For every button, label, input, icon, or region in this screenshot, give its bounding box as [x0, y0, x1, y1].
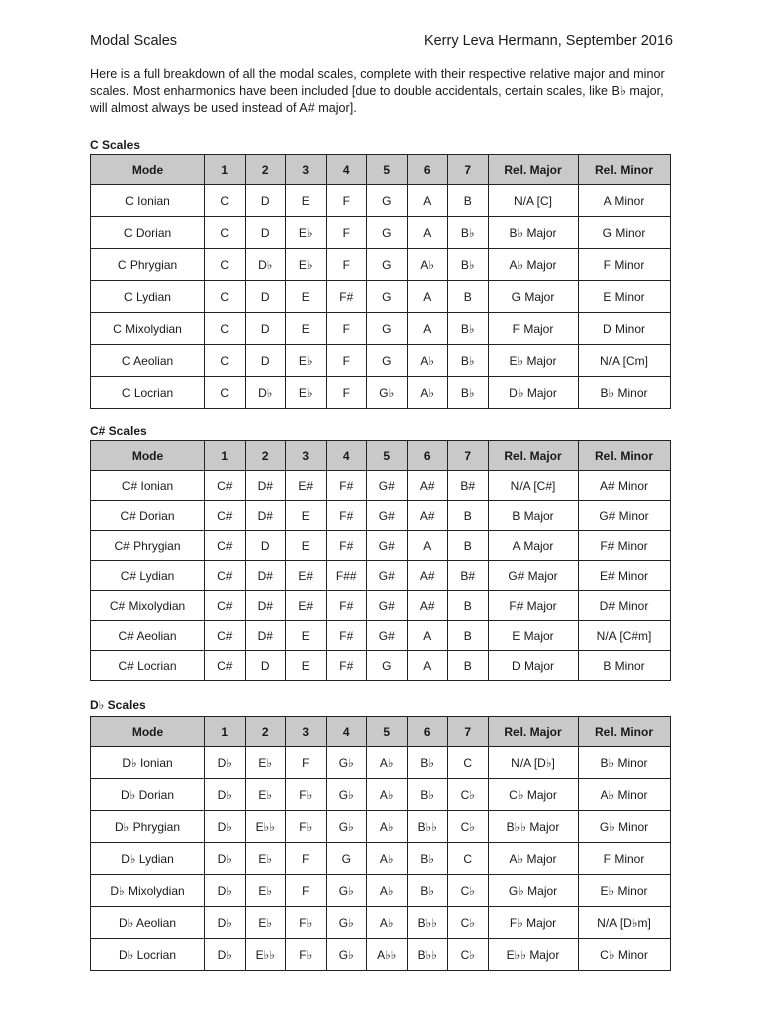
table-cell: C# — [205, 621, 246, 651]
table-cell: N/A [D♭m] — [578, 907, 670, 939]
table-cell: E♭ — [245, 779, 286, 811]
table-cell: D — [245, 185, 286, 217]
mode-name-cell: C Phrygian — [91, 249, 205, 281]
table-cell: E♭ — [286, 377, 327, 409]
table-row — [91, 779, 671, 811]
column-header: Mode — [91, 155, 205, 185]
table-cell: G♭ — [326, 939, 367, 971]
table-cell: G — [367, 345, 408, 377]
table-cell: F# — [326, 531, 367, 561]
c-sharp-scales-table — [90, 440, 671, 681]
table-row — [91, 561, 671, 591]
mode-name-cell: C Dorian — [91, 217, 205, 249]
table-cell: B — [448, 621, 489, 651]
table-cell: C# — [205, 471, 246, 501]
column-header: 5 — [367, 717, 408, 747]
table-cell: F Major — [488, 313, 578, 345]
table-cell: G — [367, 249, 408, 281]
table-cell: E♭♭ — [245, 939, 286, 971]
table-cell: B — [448, 501, 489, 531]
table-cell: G — [367, 185, 408, 217]
table-cell: E# — [286, 561, 327, 591]
table-cell: F — [326, 185, 367, 217]
table-cell: E — [286, 313, 327, 345]
column-header: 3 — [286, 155, 327, 185]
table-cell: B♭ — [448, 345, 489, 377]
table-cell: D# — [245, 591, 286, 621]
table-cell: D# — [245, 501, 286, 531]
table-cell: D Major — [488, 651, 578, 681]
table-cell: D♭ — [245, 249, 286, 281]
table-cell: E♭♭ Major — [488, 939, 578, 971]
table-cell: D♭ — [245, 377, 286, 409]
table-cell: A Minor — [578, 185, 670, 217]
table-cell: D♭ — [205, 779, 246, 811]
table-cell: F# — [326, 621, 367, 651]
table-cell: A# Minor — [578, 471, 670, 501]
mode-name-cell: C# Dorian — [91, 501, 205, 531]
column-header: 1 — [205, 155, 246, 185]
table-cell: F♭ — [286, 811, 327, 843]
table-cell: G# Major — [488, 561, 578, 591]
table-cell: C — [205, 313, 246, 345]
table-cell: A — [407, 185, 448, 217]
table-cell: A♭ — [407, 249, 448, 281]
table-row — [91, 843, 671, 875]
table-cell: A# — [407, 471, 448, 501]
table-cell: G♭ Major — [488, 875, 578, 907]
column-header: 5 — [367, 441, 408, 471]
table-row — [91, 591, 671, 621]
table-cell: C♭ — [448, 939, 489, 971]
table-cell: D — [245, 345, 286, 377]
mode-name-cell: C Mixolydian — [91, 313, 205, 345]
table-row — [91, 875, 671, 907]
table-cell: F# — [326, 471, 367, 501]
table-cell: D — [245, 217, 286, 249]
table-cell: E♭ — [286, 217, 327, 249]
table-cell: F# — [326, 591, 367, 621]
table-cell: E♭ — [245, 907, 286, 939]
table-cell: E♭ — [245, 843, 286, 875]
section-title-c: C Scales — [90, 138, 141, 152]
table-cell: F♭ Major — [488, 907, 578, 939]
column-header: 6 — [407, 441, 448, 471]
d-flat-scales-table — [90, 716, 671, 971]
table-cell: D — [245, 281, 286, 313]
table-cell: G — [367, 217, 408, 249]
table-cell: C — [205, 217, 246, 249]
table-cell: F — [286, 875, 327, 907]
table-cell: A# — [407, 501, 448, 531]
table-cell: E♭ Minor — [578, 875, 670, 907]
table-cell: E♭ — [245, 875, 286, 907]
table-row — [91, 313, 671, 345]
table-cell: C♭ — [448, 779, 489, 811]
table-cell: A♭ — [367, 811, 408, 843]
table-cell: C# — [205, 651, 246, 681]
table-cell: G# — [367, 501, 408, 531]
table-cell: A Major — [488, 531, 578, 561]
table-cell: G♭ — [326, 779, 367, 811]
table-cell: E — [286, 185, 327, 217]
table-cell: A# — [407, 591, 448, 621]
table-cell: A♭ — [367, 907, 408, 939]
table-cell: B♭♭ — [407, 907, 448, 939]
table-cell: C — [448, 747, 489, 779]
table-cell: B — [448, 591, 489, 621]
table-cell: D# — [245, 621, 286, 651]
table-cell: A — [407, 313, 448, 345]
table-cell: G# — [367, 621, 408, 651]
mode-name-cell: C# Lydian — [91, 561, 205, 591]
table-row — [91, 471, 671, 501]
table-cell: B — [448, 185, 489, 217]
table-header-row — [91, 155, 671, 185]
table-cell: D♭ — [205, 939, 246, 971]
table-cell: G♭ — [326, 747, 367, 779]
table-cell: G — [326, 843, 367, 875]
table-row — [91, 907, 671, 939]
table-cell: E Minor — [578, 281, 670, 313]
section-title-c-sharp: C# Scales — [90, 424, 147, 438]
table-cell: F — [326, 313, 367, 345]
table-row — [91, 939, 671, 971]
table-row — [91, 811, 671, 843]
table-header-row — [91, 441, 671, 471]
table-cell: B♭ — [407, 747, 448, 779]
table-cell: C♭ — [448, 875, 489, 907]
table-cell: E — [286, 281, 327, 313]
table-cell: B♭ — [407, 779, 448, 811]
mode-name-cell: C Ionian — [91, 185, 205, 217]
table-cell: B♭♭ — [407, 939, 448, 971]
column-header: 4 — [326, 155, 367, 185]
table-cell: C — [448, 843, 489, 875]
document-title: Modal Scales — [90, 33, 178, 49]
table-cell: G♭ — [367, 377, 408, 409]
column-header: Rel. Major — [488, 155, 578, 185]
table-cell: F♭ — [286, 907, 327, 939]
column-header: 3 — [286, 717, 327, 747]
table-cell: B# — [448, 561, 489, 591]
table-cell: D# — [245, 471, 286, 501]
mode-name-cell: D♭ Locrian — [91, 939, 205, 971]
table-cell: F# — [326, 501, 367, 531]
column-header: Rel. Major — [488, 717, 578, 747]
table-row — [91, 531, 671, 561]
table-cell: B♭ — [407, 843, 448, 875]
table-cell: B Minor — [578, 651, 670, 681]
table-cell: C — [205, 345, 246, 377]
mode-name-cell: C Lydian — [91, 281, 205, 313]
table-cell: B♭ — [448, 377, 489, 409]
table-cell: D♭ — [205, 747, 246, 779]
table-cell: N/A [Cm] — [578, 345, 670, 377]
table-cell: B# — [448, 471, 489, 501]
table-cell: A# — [407, 561, 448, 591]
table-cell: G♭ Minor — [578, 811, 670, 843]
table-row — [91, 377, 671, 409]
column-header: 6 — [407, 717, 448, 747]
table-cell: D — [245, 531, 286, 561]
table-cell: F Minor — [578, 843, 670, 875]
table-row — [91, 651, 671, 681]
table-cell: E♭ — [286, 345, 327, 377]
mode-name-cell: C# Locrian — [91, 651, 205, 681]
table-cell: N/A [C#] — [488, 471, 578, 501]
table-cell: C# — [205, 591, 246, 621]
table-cell: C♭ Major — [488, 779, 578, 811]
table-cell: F# — [326, 281, 367, 313]
table-cell: A — [407, 531, 448, 561]
table-cell: B♭ — [448, 313, 489, 345]
table-row — [91, 747, 671, 779]
table-row — [91, 249, 671, 281]
table-row — [91, 185, 671, 217]
table-row — [91, 217, 671, 249]
table-cell: G# — [367, 591, 408, 621]
table-row — [91, 281, 671, 313]
author-date: Kerry Leva Hermann, September 2016 — [423, 33, 673, 49]
table-cell: G Major — [488, 281, 578, 313]
table-cell: D♭ — [205, 907, 246, 939]
table-cell: G — [367, 281, 408, 313]
mode-name-cell: D♭ Mixolydian — [91, 875, 205, 907]
mode-name-cell: C# Mixolydian — [91, 591, 205, 621]
table-cell: B♭♭ Major — [488, 811, 578, 843]
table-cell: D# Minor — [578, 591, 670, 621]
table-cell: C# — [205, 501, 246, 531]
table-cell: E♭ — [245, 747, 286, 779]
table-cell: B Major — [488, 501, 578, 531]
table-cell: G♭ — [326, 907, 367, 939]
table-cell: E# — [286, 471, 327, 501]
table-cell: D♭ — [205, 875, 246, 907]
table-cell: C# — [205, 561, 246, 591]
column-header: 3 — [286, 441, 327, 471]
column-header: Mode — [91, 717, 205, 747]
table-cell: D♭ — [205, 843, 246, 875]
table-cell: F♭ — [286, 939, 327, 971]
table-cell: C♭ — [448, 907, 489, 939]
table-cell: F# Minor — [578, 531, 670, 561]
table-cell: A — [407, 621, 448, 651]
table-cell: E♭♭ — [245, 811, 286, 843]
table-cell: E# — [286, 591, 327, 621]
column-header: 7 — [448, 717, 489, 747]
table-cell: C — [205, 249, 246, 281]
column-header: 2 — [245, 155, 286, 185]
table-row — [91, 621, 671, 651]
mode-name-cell: C# Aeolian — [91, 621, 205, 651]
table-cell: E — [286, 501, 327, 531]
table-cell: G — [367, 313, 408, 345]
column-header: 2 — [245, 441, 286, 471]
table-cell: A♭ Minor — [578, 779, 670, 811]
column-header: 7 — [448, 155, 489, 185]
mode-name-cell: D♭ Ionian — [91, 747, 205, 779]
mode-name-cell: D♭ Phrygian — [91, 811, 205, 843]
table-cell: A — [407, 281, 448, 313]
mode-name-cell: C Locrian — [91, 377, 205, 409]
table-cell: F — [326, 377, 367, 409]
mode-name-cell: C Aeolian — [91, 345, 205, 377]
table-cell: C# — [205, 531, 246, 561]
table-cell: A♭ — [407, 345, 448, 377]
table-cell: N/A [C] — [488, 185, 578, 217]
table-cell: B — [448, 281, 489, 313]
table-cell: C♭ Minor — [578, 939, 670, 971]
mode-name-cell: C# Ionian — [91, 471, 205, 501]
table-cell: B♭ — [448, 249, 489, 281]
table-cell: A — [407, 651, 448, 681]
table-cell: D Minor — [578, 313, 670, 345]
table-cell: D# — [245, 561, 286, 591]
column-header: 6 — [407, 155, 448, 185]
column-header: 7 — [448, 441, 489, 471]
table-cell: F## — [326, 561, 367, 591]
column-header: 2 — [245, 717, 286, 747]
table-row — [91, 501, 671, 531]
table-cell: A♭ Major — [488, 843, 578, 875]
column-header: Rel. Minor — [578, 441, 670, 471]
table-cell: B♭ Major — [488, 217, 578, 249]
table-cell: C — [205, 185, 246, 217]
table-cell: C — [205, 281, 246, 313]
table-cell: B♭ Minor — [578, 377, 670, 409]
table-cell: A — [407, 217, 448, 249]
mode-name-cell: D♭ Dorian — [91, 779, 205, 811]
table-cell: A♭ Major — [488, 249, 578, 281]
table-header-row — [91, 717, 671, 747]
table-cell: G# — [367, 531, 408, 561]
table-cell: F# — [326, 651, 367, 681]
table-cell: F — [286, 843, 327, 875]
table-cell: A♭♭ — [367, 939, 408, 971]
table-cell: G# — [367, 471, 408, 501]
table-cell: E — [286, 651, 327, 681]
table-cell: E# Minor — [578, 561, 670, 591]
table-cell: F♭ — [286, 779, 327, 811]
table-cell: D — [245, 313, 286, 345]
table-row — [91, 345, 671, 377]
table-cell: B — [448, 531, 489, 561]
table-cell: G Minor — [578, 217, 670, 249]
table-cell: G — [367, 651, 408, 681]
table-cell: G# Minor — [578, 501, 670, 531]
column-header: 5 — [367, 155, 408, 185]
table-cell: E — [286, 531, 327, 561]
mode-name-cell: D♭ Lydian — [91, 843, 205, 875]
column-header: Mode — [91, 441, 205, 471]
table-cell: G♭ — [326, 811, 367, 843]
intro-paragraph: Here is a full breakdown of all the modal scales, complete with their respective relative major and minor scales. Most enharmonics have been included [due to double accidentals, certain scales, like B♭ major, will almost always be used instead of A# major]. — [90, 67, 665, 115]
column-header: 4 — [326, 717, 367, 747]
column-header: Rel. Minor — [578, 717, 670, 747]
table-cell: B♭♭ — [407, 811, 448, 843]
table-cell: N/A [D♭] — [488, 747, 578, 779]
column-header: Rel. Minor — [578, 155, 670, 185]
table-cell: A♭ — [367, 779, 408, 811]
table-cell: A♭ — [367, 747, 408, 779]
table-cell: E — [286, 621, 327, 651]
table-cell: A♭ — [407, 377, 448, 409]
table-cell: B — [448, 651, 489, 681]
table-cell: F — [326, 249, 367, 281]
table-cell: D♭ Major — [488, 377, 578, 409]
column-header: 4 — [326, 441, 367, 471]
table-cell: D — [245, 651, 286, 681]
table-cell: D♭ — [205, 811, 246, 843]
table-cell: C♭ — [448, 811, 489, 843]
table-cell: F — [286, 747, 327, 779]
column-header: 1 — [205, 717, 246, 747]
table-cell: F — [326, 217, 367, 249]
table-cell: A♭ — [367, 875, 408, 907]
column-header: Rel. Major — [488, 441, 578, 471]
table-cell: F — [326, 345, 367, 377]
c-scales-table — [90, 154, 671, 409]
table-cell: C — [205, 377, 246, 409]
mode-name-cell: D♭ Aeolian — [91, 907, 205, 939]
table-cell: E Major — [488, 621, 578, 651]
table-cell: B♭ — [448, 217, 489, 249]
table-cell: E♭ — [286, 249, 327, 281]
mode-name-cell: C# Phrygian — [91, 531, 205, 561]
table-cell: A♭ — [367, 843, 408, 875]
table-cell: F Minor — [578, 249, 670, 281]
table-cell: E♭ Major — [488, 345, 578, 377]
table-cell: G# — [367, 561, 408, 591]
section-title-d-flat: D♭ Scales — [90, 698, 146, 712]
table-cell: G♭ — [326, 875, 367, 907]
table-cell: F# Major — [488, 591, 578, 621]
table-cell: N/A [C#m] — [578, 621, 670, 651]
table-cell: B♭ Minor — [578, 747, 670, 779]
table-cell: B♭ — [407, 875, 448, 907]
column-header: 1 — [205, 441, 246, 471]
